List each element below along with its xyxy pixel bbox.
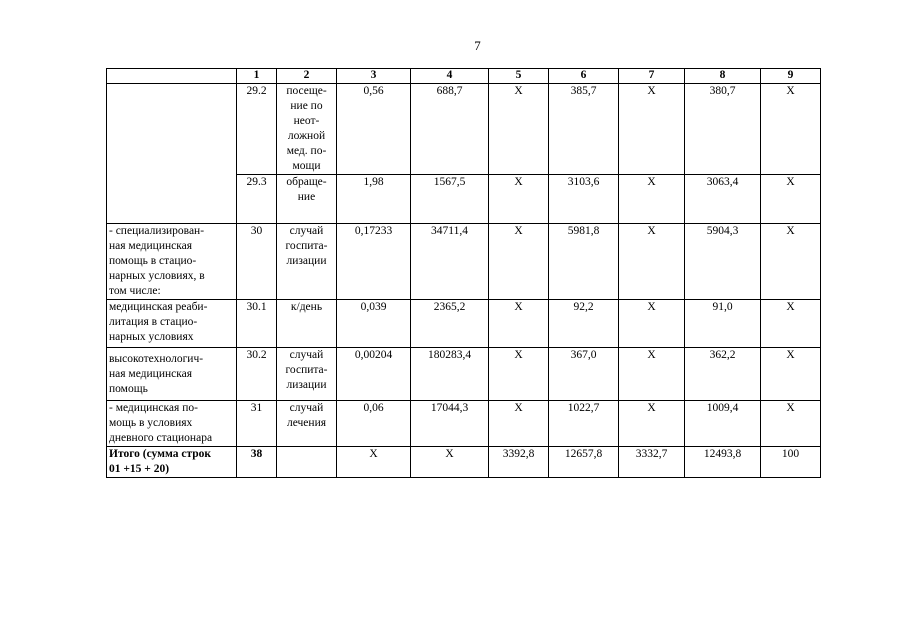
row-value-c3: 0,039 [337, 300, 411, 348]
header-cell: 4 [411, 69, 489, 84]
description-line: высокотехнологич- [109, 352, 204, 365]
description-line: медицинская реаби- [109, 301, 208, 313]
description-line: нарных условиях [109, 331, 194, 343]
total-col-8: 12493,8 [685, 447, 761, 478]
row-line-code: 30 [237, 224, 277, 300]
unit-line: ние [297, 191, 316, 203]
description-line: помощь [109, 382, 148, 395]
total-col-6: 12657,8 [549, 447, 619, 478]
unit-line: случай [289, 225, 324, 237]
unit-line: лечения [286, 417, 327, 429]
unit-line: мощи [292, 160, 321, 172]
total-description [107, 447, 237, 478]
description-line: нарных условиях, в [109, 270, 205, 282]
table-row [107, 224, 821, 300]
row-value-c5: Х [489, 84, 549, 175]
header-cell: 5 [489, 69, 549, 84]
row-value-c3: 0,00204 [337, 348, 411, 401]
row-value-c5: Х [489, 401, 549, 447]
row-value-c8: 380,7 [685, 84, 761, 175]
row-value-c8: 91,0 [685, 300, 761, 348]
description-line: мощь в условиях [109, 417, 193, 429]
unit-line: случай [289, 402, 324, 414]
data-table [106, 68, 821, 478]
unit-line: мед. по- [286, 145, 327, 157]
unit-line: госпита- [285, 364, 328, 376]
page-number: 7 [474, 38, 481, 53]
header-cell: 6 [549, 69, 619, 84]
row-value-c8: 1009,4 [685, 401, 761, 447]
row-value-c6: 92,2 [549, 300, 619, 348]
header-cell: 9 [761, 69, 821, 84]
table-row [107, 84, 821, 175]
row-unit [277, 300, 337, 348]
table-row [107, 348, 821, 401]
row-value-c9: Х [761, 401, 821, 447]
row-line-code: 30.2 [237, 348, 277, 401]
header-cell: 3 [337, 69, 411, 84]
unit-line: госпита- [285, 240, 328, 252]
description-line: помощь в стацио- [109, 255, 197, 267]
row-description [107, 401, 237, 447]
unit-line: неот- [293, 115, 320, 127]
description-line: том числе: [109, 285, 161, 297]
row-value-c4: 1567,5 [411, 175, 489, 224]
total-col-9: 100 [761, 447, 821, 478]
header-cell: 8 [685, 69, 761, 84]
row-description [107, 84, 237, 224]
description-line: ная медицинская [109, 240, 193, 252]
row-value-c6: 385,7 [549, 84, 619, 175]
description-line: - специализирован- [109, 225, 205, 237]
row-value-c7: Х [619, 300, 685, 348]
total-col-3: Х [337, 447, 411, 478]
row-value-c3: 0,06 [337, 401, 411, 447]
row-unit [277, 348, 337, 401]
unit-line: к/день [290, 301, 323, 313]
row-value-c5: Х [489, 348, 549, 401]
row-value-c9: Х [761, 300, 821, 348]
header-cell: 7 [619, 69, 685, 84]
row-value-c4: 17044,3 [411, 401, 489, 447]
row-value-c4: 688,7 [411, 84, 489, 175]
row-value-c4: 34711,4 [411, 224, 489, 300]
row-value-c5: Х [489, 175, 549, 224]
table-row [107, 401, 821, 447]
row-value-c4: 180283,4 [411, 348, 489, 401]
header-cell: 2 [277, 69, 337, 84]
table-row [107, 300, 821, 348]
total-desc-line: Итого (сумма строк [109, 448, 212, 460]
row-value-c4: 2365,2 [411, 300, 489, 348]
row-value-c5: Х [489, 224, 549, 300]
unit-line: ние по [290, 100, 323, 112]
row-value-c8: 362,2 [685, 348, 761, 401]
row-value-c3: 0,56 [337, 84, 411, 175]
row-value-c9: Х [761, 175, 821, 224]
description-line: ная медицинская [109, 367, 193, 380]
row-value-c7: Х [619, 224, 685, 300]
row-value-c5: Х [489, 300, 549, 348]
row-description [107, 300, 237, 348]
description-line: дневного стационара [109, 432, 213, 444]
total-col-5: 3392,8 [489, 447, 549, 478]
row-unit [277, 224, 337, 300]
total-line-code: 38 [237, 447, 277, 478]
unit-line: ложной [287, 130, 326, 142]
row-value-c8: 5904,3 [685, 224, 761, 300]
unit-line: обраще- [286, 176, 327, 188]
row-value-c7: Х [619, 175, 685, 224]
header-cell [107, 69, 237, 84]
row-line-code: 29.3 [237, 175, 277, 224]
row-value-c9: Х [761, 348, 821, 401]
row-value-c7: Х [619, 401, 685, 447]
row-value-c3: 0,17233 [337, 224, 411, 300]
row-value-c7: Х [619, 84, 685, 175]
total-row [107, 447, 821, 478]
total-unit [277, 447, 337, 478]
row-value-c7: Х [619, 348, 685, 401]
row-value-c6: 5981,8 [549, 224, 619, 300]
total-col-7: 3332,7 [619, 447, 685, 478]
total-col-4: Х [411, 447, 489, 478]
row-description [107, 348, 237, 401]
description-line: - медицинская по- [109, 402, 198, 414]
unit-line: лизации [286, 255, 327, 267]
row-unit [277, 84, 337, 175]
description-line: литация в стацио- [109, 316, 198, 328]
row-value-c9: Х [761, 84, 821, 175]
row-line-code: 30.1 [237, 300, 277, 348]
row-line-code: 31 [237, 401, 277, 447]
row-unit [277, 401, 337, 447]
row-value-c6: 3103,6 [549, 175, 619, 224]
row-unit [277, 175, 337, 224]
row-description [107, 224, 237, 300]
table-header-row [107, 69, 821, 84]
header-cell: 1 [237, 69, 277, 84]
total-desc-line: 01 +15 + 20) [109, 463, 170, 475]
unit-line: посеще- [286, 85, 327, 97]
row-value-c9: Х [761, 224, 821, 300]
row-line-code: 29.2 [237, 84, 277, 175]
unit-line: случай [289, 349, 324, 361]
row-value-c3: 1,98 [337, 175, 411, 224]
row-value-c6: 367,0 [549, 348, 619, 401]
unit-line: лизации [286, 379, 327, 391]
row-value-c8: 3063,4 [685, 175, 761, 224]
row-value-c6: 1022,7 [549, 401, 619, 447]
